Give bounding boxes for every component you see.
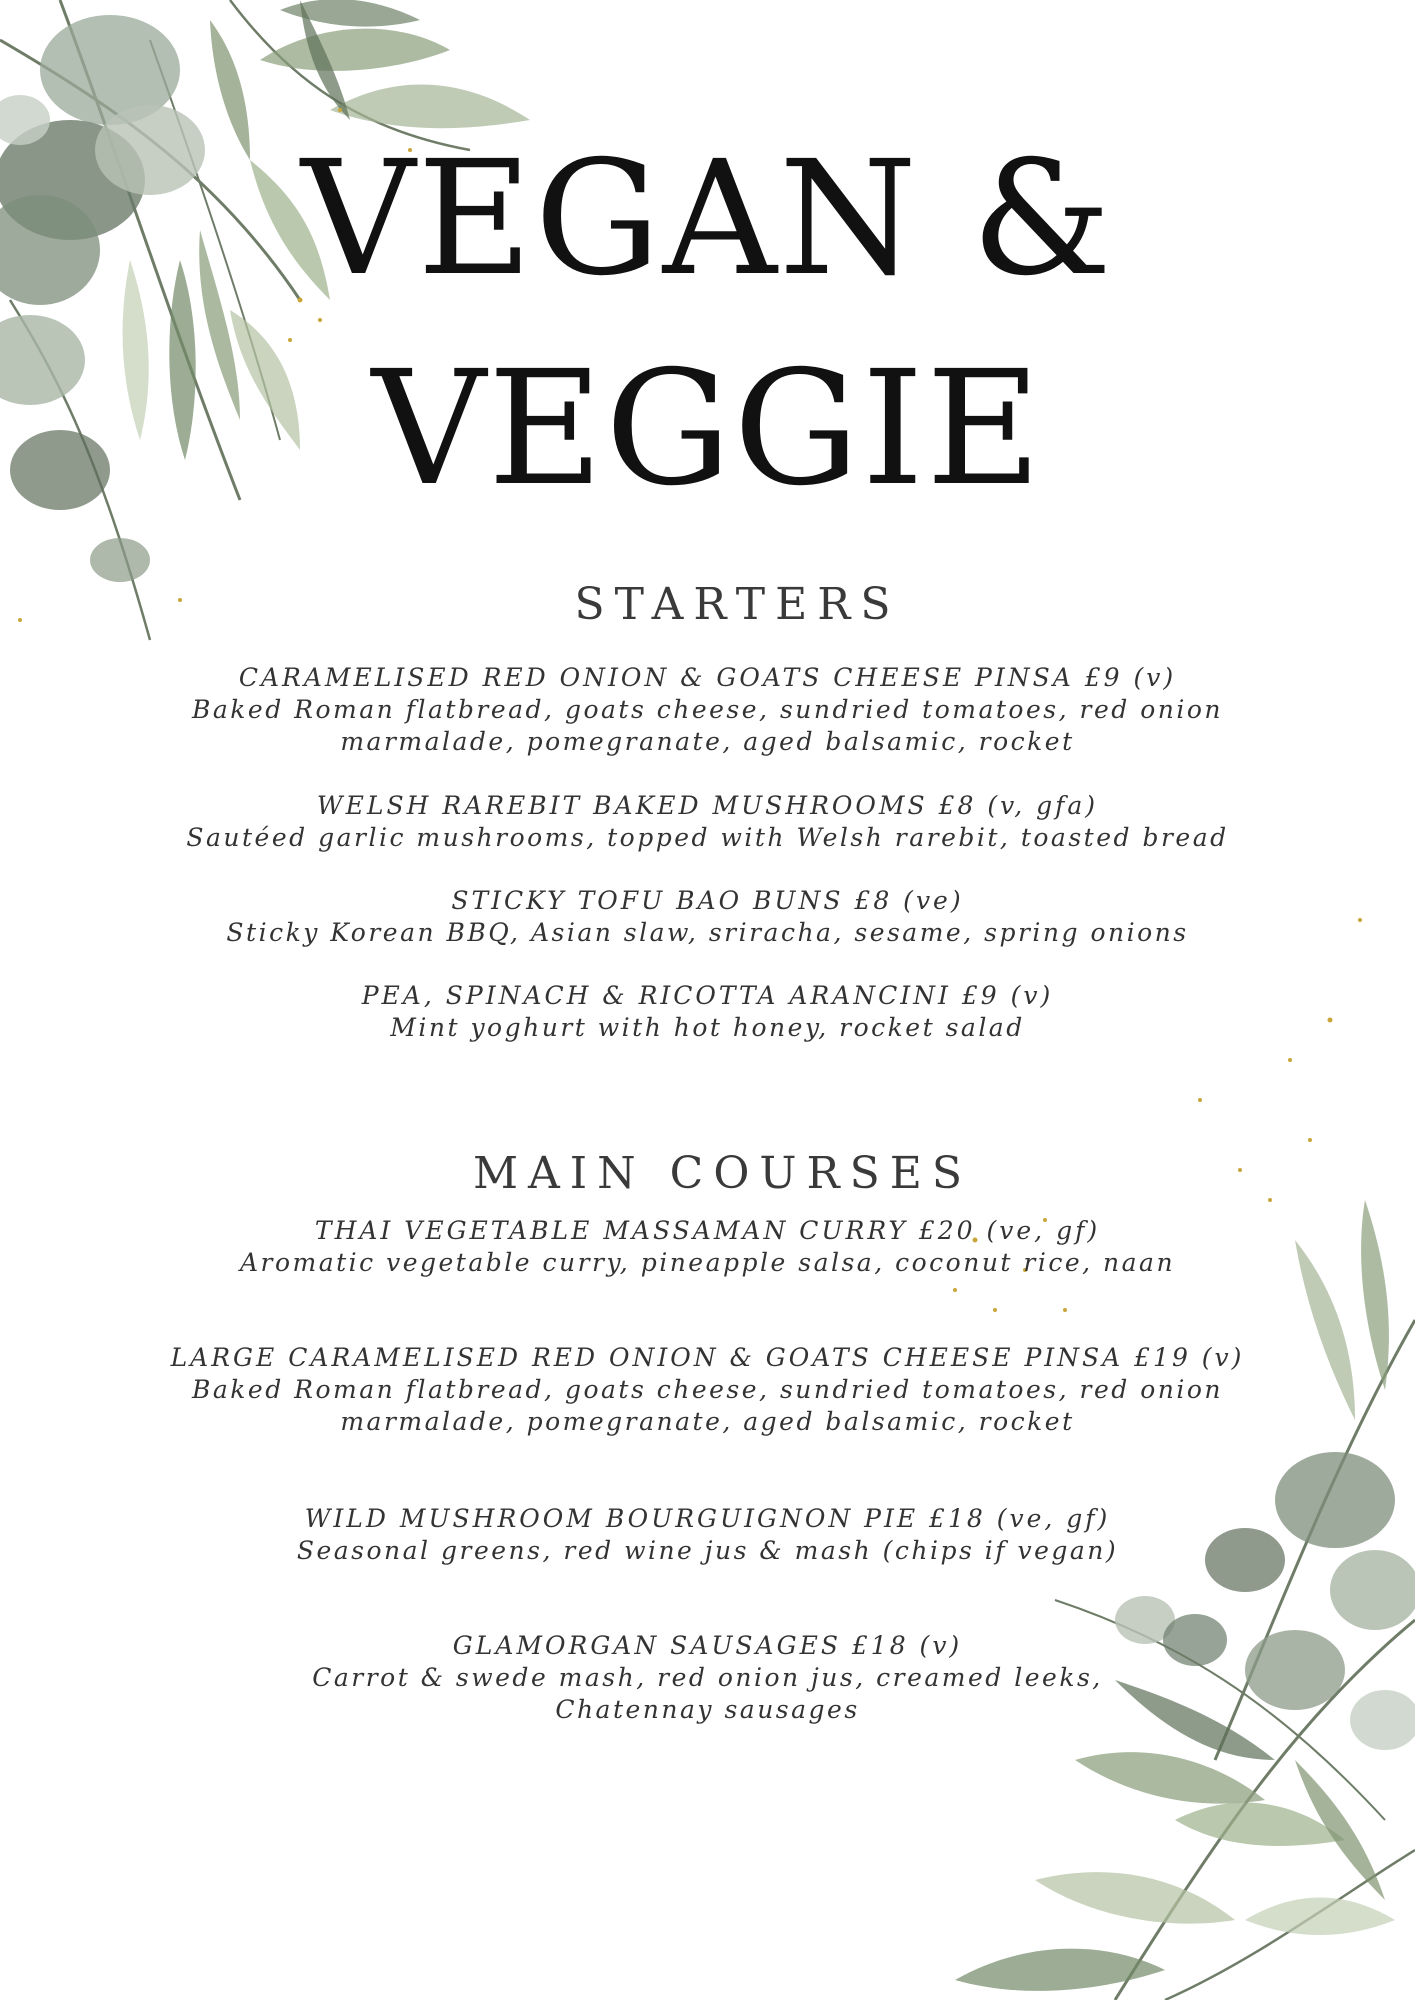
menu-item bbox=[0, 790, 1415, 854]
page-title-line-2: VEGGIE bbox=[371, 337, 1044, 521]
menu-item-description bbox=[0, 822, 1415, 854]
section-heading-starters: STARTERS bbox=[574, 579, 901, 630]
menu-item-title: STICKY TOFU BAO BUNS £8 (ve) bbox=[451, 886, 964, 915]
menu-item-description-line: marmalade, pomegranate, aged balsamic, rocket bbox=[340, 1407, 1075, 1436]
menu-item-title: LARGE CARAMELISED RED ONION & GOATS CHEESE PINSA £19 (v) bbox=[170, 1343, 1245, 1372]
menu-item-description bbox=[0, 694, 1415, 758]
menu-item-description-line: Chatennay sausages bbox=[555, 1695, 860, 1724]
menu-item-title: WELSH RAREBIT BAKED MUSHROOMS £8 (v, gfa) bbox=[316, 791, 1099, 820]
menu-item-title: WILD MUSHROOM BOURGUIGNON PIE £18 (ve, gf) bbox=[304, 1504, 1111, 1533]
menu-item-description bbox=[0, 1535, 1415, 1567]
menu-item-description-line: Baked Roman flatbread, goats cheese, sundried tomatoes, red onion bbox=[192, 695, 1223, 724]
menu-item-description bbox=[0, 1374, 1415, 1438]
menu-item-title: CARAMELISED RED ONION & GOATS CHEESE PINSA £9 (v) bbox=[238, 663, 1177, 692]
menu-item bbox=[0, 1215, 1415, 1279]
menu-item-description-line: marmalade, pomegranate, aged balsamic, rocket bbox=[340, 727, 1075, 756]
menu-item bbox=[0, 1630, 1415, 1726]
menu-item-description-line: Aromatic vegetable curry, pineapple salsa, coconut rice, naan bbox=[239, 1248, 1176, 1277]
menu-item-description bbox=[0, 1012, 1415, 1044]
menu-item bbox=[0, 980, 1415, 1044]
menu-item-description bbox=[0, 1662, 1415, 1726]
menu-item bbox=[0, 1503, 1415, 1567]
menu-item-description bbox=[0, 1247, 1415, 1279]
menu-item-description-line: Baked Roman flatbread, goats cheese, sundried tomatoes, red onion bbox=[192, 1375, 1223, 1404]
menu-item bbox=[0, 662, 1415, 758]
menu-item-description-line: Carrot & swede mash, red onion jus, creamed leeks, bbox=[312, 1663, 1103, 1692]
menu-item-title: GLAMORGAN SAUSAGES £18 (v) bbox=[452, 1631, 963, 1660]
menu-item-title: PEA, SPINACH & RICOTTA ARANCINI £9 (v) bbox=[361, 981, 1054, 1010]
menu-item bbox=[0, 885, 1415, 949]
menu-item-title: THAI VEGETABLE MASSAMAN CURRY £20 (ve, gf) bbox=[314, 1216, 1101, 1245]
section-heading-main-courses: MAIN COURSES bbox=[472, 1148, 973, 1199]
menu-item-description-line: Sticky Korean BBQ, Asian slaw, sriracha, sesame, spring onions bbox=[226, 918, 1189, 947]
menu-item-description-line: Seasonal greens, red wine jus & mash (chips if vegan) bbox=[296, 1536, 1119, 1565]
menu-item-description-line: Sautéed garlic mushrooms, topped with Welsh rarebit, toasted bread bbox=[186, 823, 1229, 852]
page-title-line-1: VEGAN & bbox=[301, 127, 1114, 311]
menu-item-description bbox=[0, 917, 1415, 949]
menu-item bbox=[0, 1342, 1415, 1438]
menu-item-description-line: Mint yoghurt with hot honey, rocket salad bbox=[390, 1013, 1025, 1042]
